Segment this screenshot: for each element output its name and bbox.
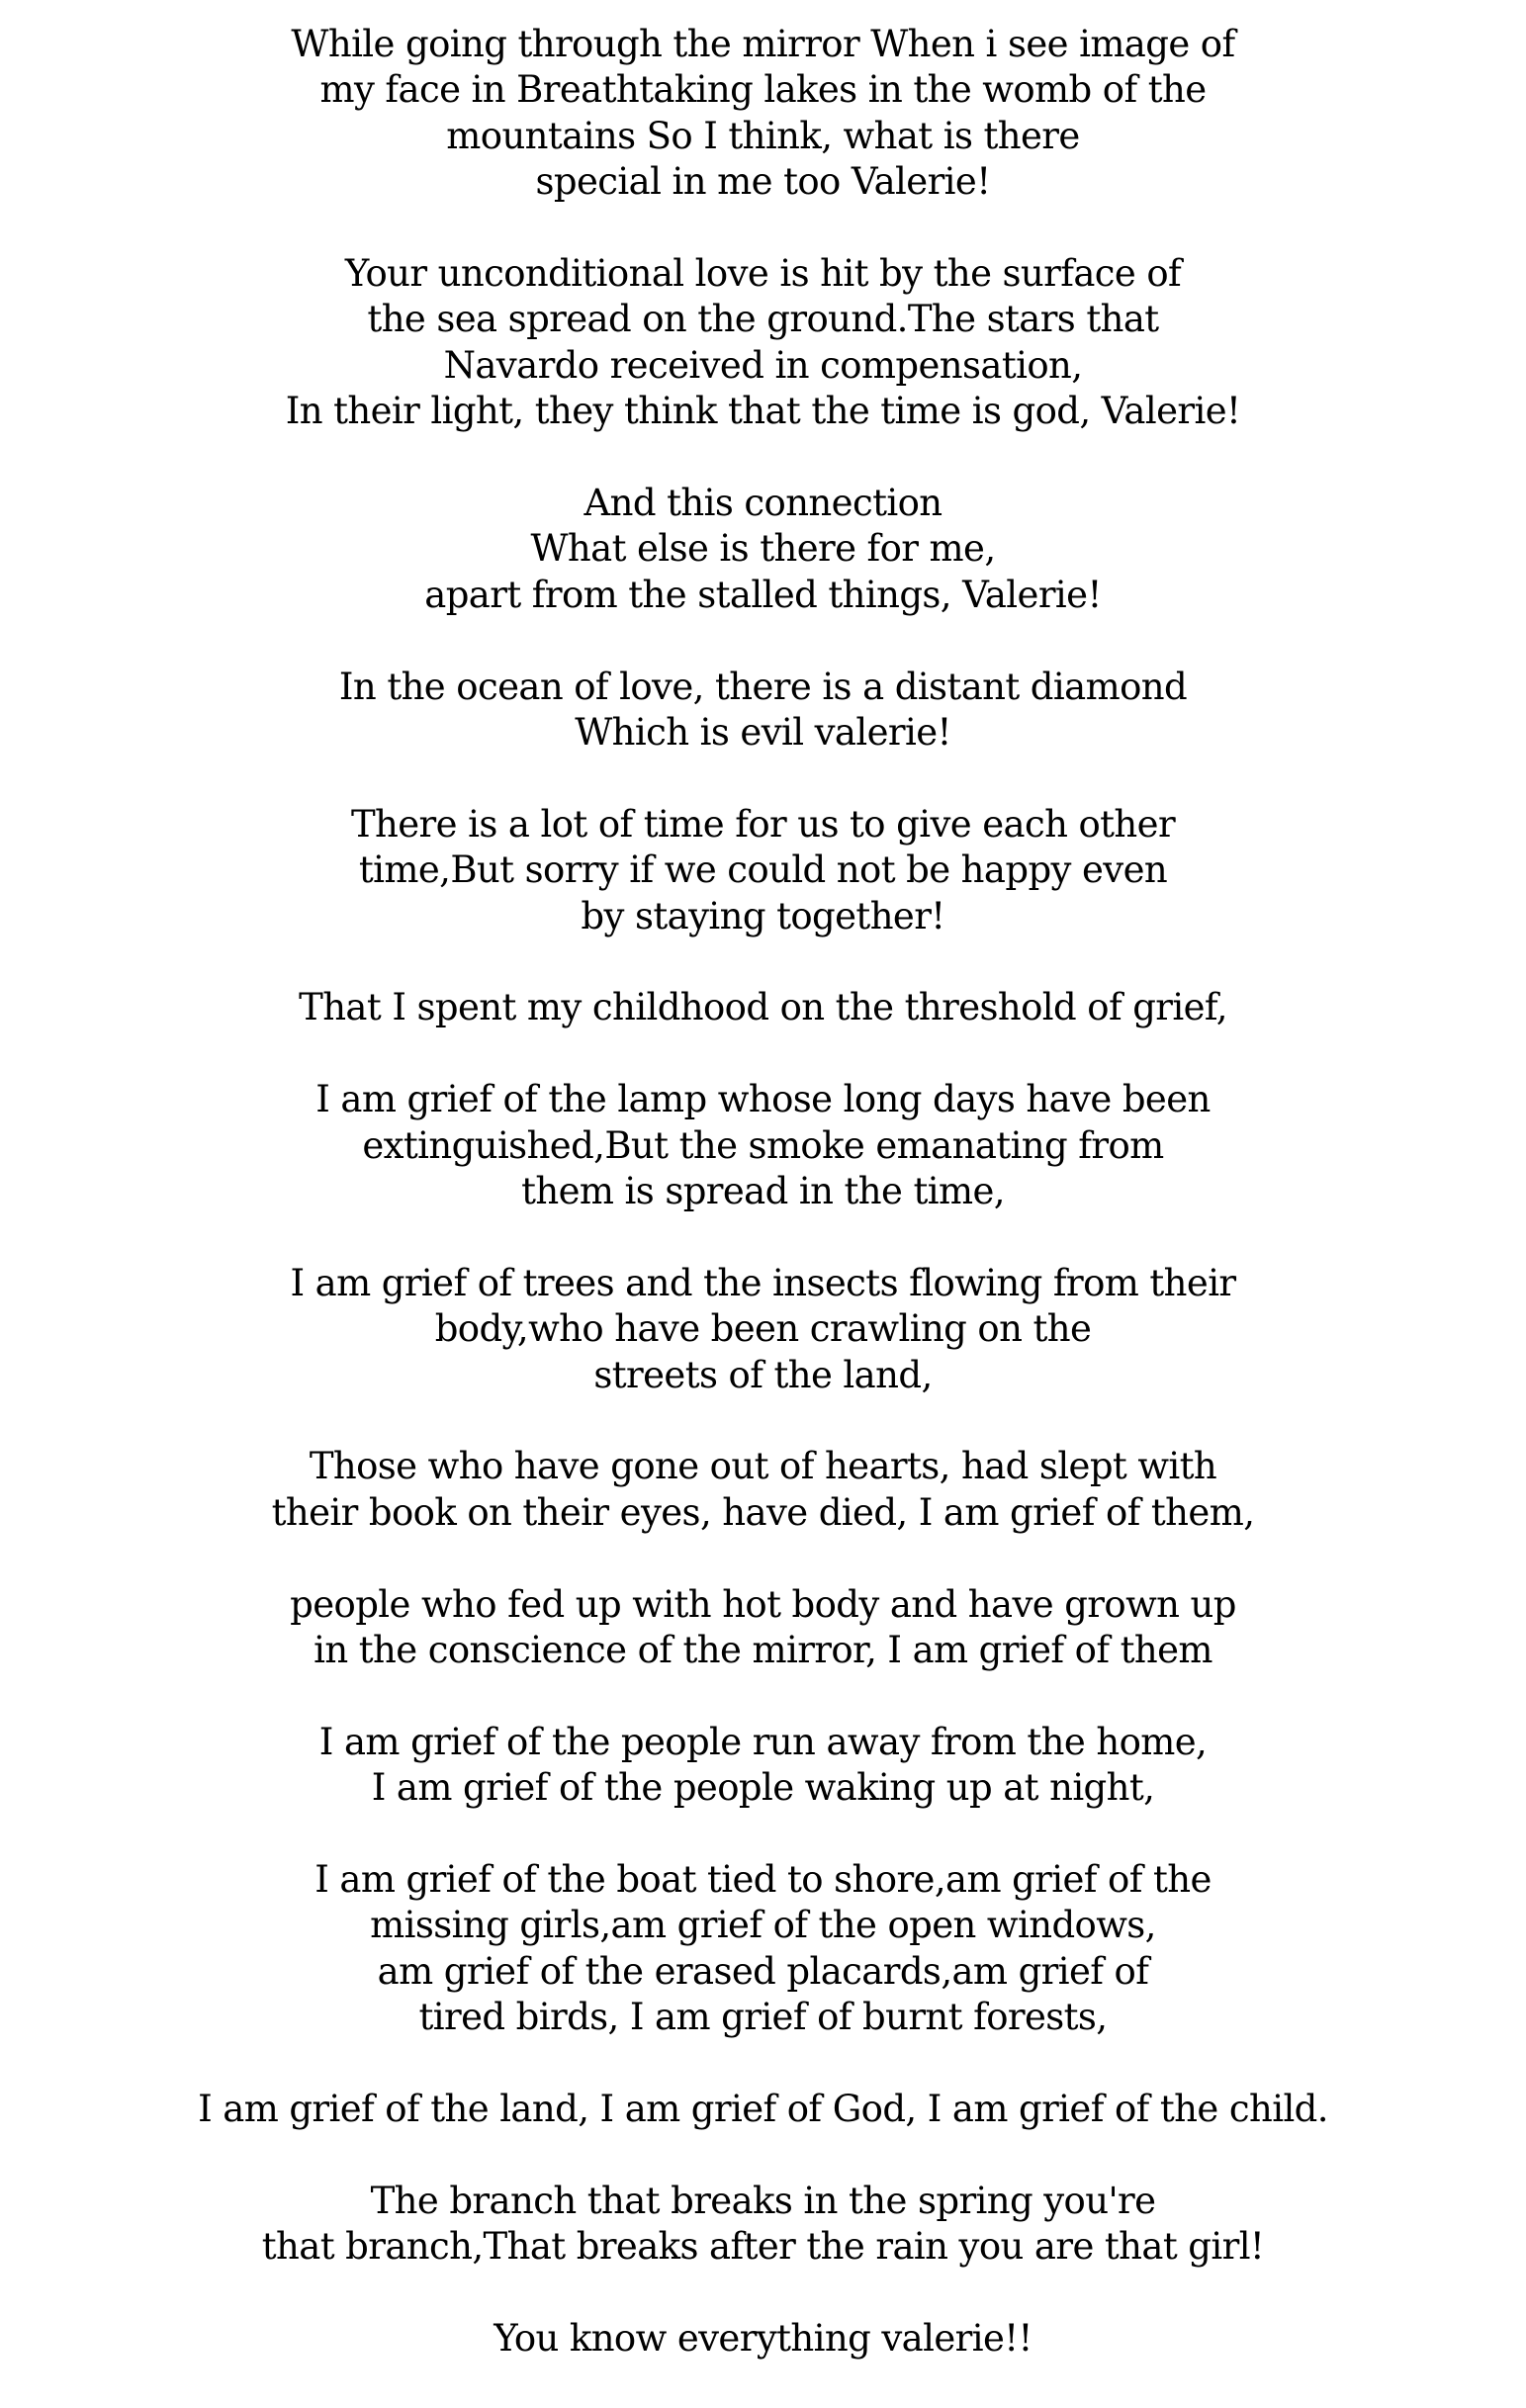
stanza-13 <box>0 2087 1526 2132</box>
poem-line: special in me too Valerie! <box>535 160 991 204</box>
poem-line: body,who have been crawling on the <box>434 1307 1092 1351</box>
stanza-1 <box>0 22 1526 206</box>
poem-line: streets of the land, <box>593 1353 933 1396</box>
poem-line: that branch,That breaks after the rain you are that girl! <box>261 2225 1265 2269</box>
stanza-10 <box>0 1582 1526 1674</box>
poem-line: Those who have gone out of hearts, had slept with <box>309 1445 1217 1488</box>
stanza-8 <box>0 1261 1526 1398</box>
poem-line: I am grief of the lamp whose long days have been <box>315 1078 1211 1121</box>
poem-line: I am grief of the land, I am grief of God, I am grief of the child. <box>198 2088 1328 2131</box>
stanza-2 <box>0 251 1526 435</box>
stanza-14 <box>0 2179 1526 2271</box>
poem-line: In their light, they think that the time is god, Valerie! <box>285 390 1241 433</box>
stanza-15 <box>0 2316 1526 2362</box>
poem-line: I am grief of the boat tied to shore,am grief of the <box>314 1858 1212 1902</box>
poem-line: people who fed up with hot body and have grown up <box>290 1582 1236 1626</box>
poem-line: Your unconditional love is hit by the surface of <box>344 252 1182 296</box>
poem-line: am grief of the erased placards,am grief of <box>377 1949 1149 1993</box>
poem-line: them is spread in the time, <box>521 1170 1005 1213</box>
poem-line: apart from the stalled things, Valerie! <box>424 573 1102 616</box>
poem-line: their book on their eyes, have died, I am grief of them, <box>271 1490 1255 1534</box>
stanza-11 <box>0 1720 1526 1812</box>
poem-line: The branch that breaks in the spring you're <box>370 2179 1156 2222</box>
poem-line: mountains So I think, what is there <box>446 114 1080 157</box>
stanza-3 <box>0 481 1526 618</box>
poem-text <box>0 22 1526 2408</box>
poem-line: Navardo received in compensation, <box>443 343 1083 387</box>
poem-line: There is a lot of time for us to give each other <box>350 802 1176 846</box>
poem-line: You know everything valerie!! <box>494 2317 1032 2361</box>
stanza-4 <box>0 665 1526 757</box>
stanza-9 <box>0 1444 1526 1536</box>
poem-line: by staying together! <box>581 894 945 937</box>
poem-line: tired birds, I am grief of burnt forests, <box>418 1996 1108 2039</box>
poem-line: In the ocean of love, there is a distant diamond <box>338 665 1188 708</box>
poem-line: my face in Breathtaking lakes in the womb of the <box>319 68 1207 112</box>
poem-line: What else is there for me, <box>530 527 996 571</box>
poem-line: While going through the mirror When i see image of <box>291 23 1235 65</box>
poem-line: And this connection <box>583 482 943 525</box>
stanza-12 <box>0 1857 1526 2041</box>
stanza-6 <box>0 985 1526 1030</box>
poem-line: in the conscience of the mirror, I am grief of them <box>314 1629 1212 1672</box>
poem-line: I am grief of the people waking up at night, <box>371 1766 1155 1810</box>
poem-line: Which is evil valerie! <box>575 711 951 755</box>
stanza-5 <box>0 802 1526 939</box>
stanza-7 <box>0 1077 1526 1214</box>
poem-line: time,But sorry if we could not be happy even <box>358 848 1168 892</box>
poem-line: the sea spread on the ground.The stars that <box>367 298 1159 341</box>
poem-line: missing girls,am grief of the open windows, <box>370 1904 1156 1947</box>
poem-line: extinguished,But the smoke emanating from <box>362 1123 1164 1167</box>
poem-line: I am grief of trees and the insects flowing from their <box>290 1261 1236 1304</box>
poem-line: I am grief of the people run away from the home, <box>318 1720 1208 1763</box>
poem-line: That I spent my childhood on the threshold of grief, <box>299 986 1227 1029</box>
